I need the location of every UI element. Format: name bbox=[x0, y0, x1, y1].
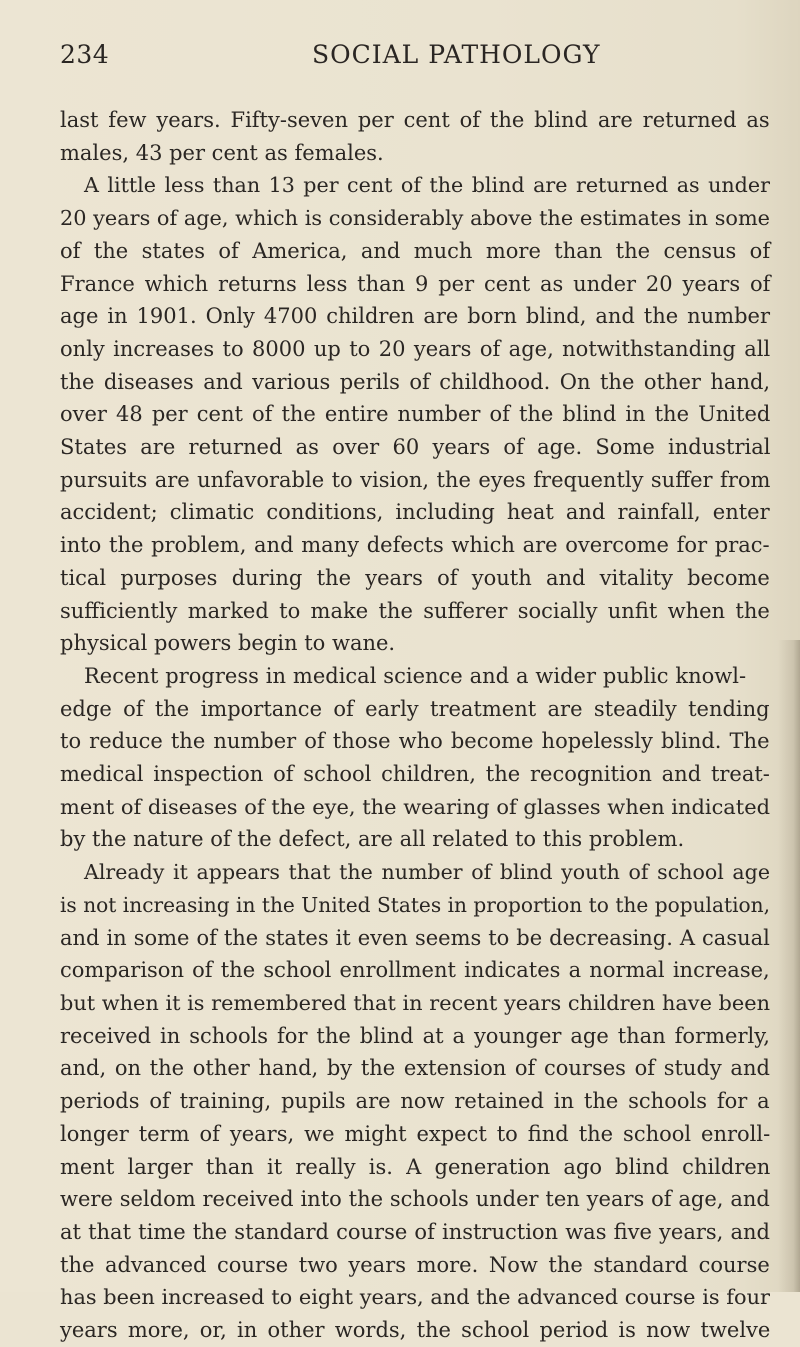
text-line: into the problem, and many defects which are overcome for prac- bbox=[60, 533, 770, 558]
running-title: SOCIAL PATHOLOGY bbox=[312, 40, 601, 69]
text-line: only increases to 8000 up to 20 years of age, notwithstanding all bbox=[60, 336, 771, 361]
text-line: States are returned as over 60 years of age. Some industrial bbox=[60, 435, 771, 460]
text-line: accident; climatic conditions, including heat and rainfall, enter bbox=[60, 500, 770, 525]
text-line: sufficiently marked to make the sufferer socially unfit when the bbox=[60, 598, 770, 623]
text-line: the diseases and various perils of childhood. On the other hand, bbox=[60, 369, 771, 394]
text-line: edge of the importance of early treatment are steadily tending bbox=[60, 696, 770, 721]
text-line: medical inspection of school children, the recognition and treat- bbox=[60, 762, 770, 787]
text-line: comparison of the school enrollment indicates a normal increase, bbox=[60, 958, 770, 983]
paragraph-2 bbox=[60, 169, 770, 660]
text-line: Already it appears that the number of blind youth of school age bbox=[84, 860, 770, 885]
page-edge-shadow bbox=[778, 640, 800, 1292]
text-line: received in schools for the blind at a younger age than formerly, bbox=[60, 1023, 770, 1048]
text-line: were seldom received into the schools under ten years of age, and bbox=[60, 1187, 770, 1212]
text-line: males, 43 per cent as females. bbox=[60, 140, 384, 165]
text-line: 20 years of age, which is considerably above the estimates in some bbox=[60, 206, 770, 231]
page-number: 234 bbox=[60, 40, 110, 69]
text-line: last few years. Fifty-seven per cent of the blind are returned as bbox=[60, 108, 770, 132]
text-line: and, on the other hand, by the extension of courses of study and bbox=[60, 1056, 770, 1081]
paragraph-1 bbox=[60, 104, 770, 169]
text-line: and in some of the states it even seems to be decreasing. A casual bbox=[60, 925, 770, 950]
text-line: France which returns less than 9 per cent as under 20 years of bbox=[60, 271, 771, 296]
text-line: A little less than 13 per cent of the blind are returned as under bbox=[84, 173, 770, 198]
text-line: ment larger than it really is. A generation ago blind children bbox=[60, 1154, 771, 1179]
body-text bbox=[60, 104, 770, 1347]
text-line: age in 1901. Only 4700 children are born blind, and the number bbox=[60, 304, 771, 329]
paragraph-4 bbox=[60, 856, 770, 1347]
text-line: periods of training, pupils are now retained in the schools for a bbox=[60, 1089, 770, 1114]
text-line: pursuits are unfavorable to vision, the eyes frequently suffer from bbox=[60, 467, 771, 492]
text-line: over 48 per cent of the entire number of the blind in the United bbox=[60, 402, 771, 427]
page-header bbox=[60, 40, 772, 80]
text-line: Recent progress in medical science and a wider public knowl- bbox=[84, 663, 747, 688]
text-line: tical purposes during the years of youth and vitality become bbox=[60, 565, 770, 590]
text-line: the advanced course two years more. Now the standard course bbox=[60, 1252, 770, 1277]
text-line: longer term of years, we might expect to find the school enroll- bbox=[60, 1121, 771, 1146]
text-line: is not increasing in the United States in proportion to the population, bbox=[60, 892, 770, 917]
text-line: ment of diseases of the eye, the wearing of glasses when indicated bbox=[60, 794, 770, 819]
text-line: physical powers begin to wane. bbox=[60, 631, 396, 656]
text-line: has been increased to eight years, and the advanced course is four bbox=[60, 1285, 770, 1310]
text-line: to reduce the number of those who become hopelessly blind. The bbox=[60, 729, 770, 754]
text-line: of the states of America, and much more than the census of bbox=[60, 238, 771, 263]
paragraph-3 bbox=[60, 660, 770, 856]
text-line: but when it is remembered that in recent years children have been bbox=[60, 990, 770, 1015]
text-line: by the nature of the defect, are all related to this problem. bbox=[60, 827, 685, 852]
text-line: at that time the standard course of instruction was five years, and bbox=[60, 1219, 770, 1244]
text-line: years more, or, in other words, the school period is now twelve bbox=[60, 1318, 771, 1343]
